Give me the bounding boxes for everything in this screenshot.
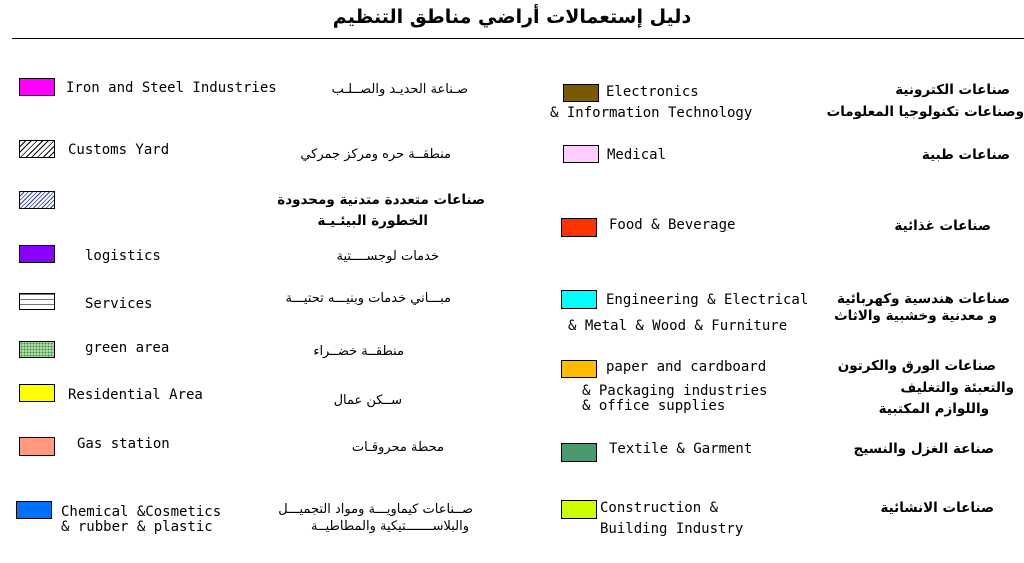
label-medical-en: Medical	[607, 147, 667, 163]
swatch-chemical	[16, 501, 52, 519]
label-iron-steel-en: Iron and Steel Industries	[66, 80, 277, 96]
label-multi-industry-ar-1: صناعات متعددة متدنية ومحدودة	[277, 192, 485, 208]
swatch-engineering	[561, 290, 597, 309]
label-food-beverage-en: Food & Beverage	[609, 217, 736, 233]
label-electronics-ar-2: وصناعات تكنولوجيا المعلومات	[826, 104, 1024, 120]
label-residential-ar: ســكن عمال	[333, 393, 402, 408]
legend-title: دليل إستعمالات أراضي مناطق التنظيم	[332, 6, 692, 28]
label-residential-en: Residential Area	[68, 387, 203, 403]
label-multi-industry-ar-2: الخطورة البيئـيـة	[317, 213, 428, 229]
label-customs-yard-en: Customs Yard	[68, 142, 170, 158]
label-electronics-en-1: Electronics	[606, 84, 699, 100]
swatch-logistics	[19, 245, 55, 263]
label-green-area-en: green area	[85, 340, 170, 356]
label-paper-ar-2: والتعبئة والتغليف	[900, 380, 1014, 396]
label-customs-yard-ar: منطقــة حره ومركز جمركي	[300, 147, 451, 162]
label-chemical-en-1: Chemical &Cosmetics	[61, 504, 222, 520]
swatch-iron-steel	[19, 78, 55, 96]
label-textile-ar: صناعة الغزل والنسيج	[853, 441, 994, 457]
swatch-electronics	[563, 84, 599, 102]
label-gas-station-ar: محطة محروقـات	[351, 440, 444, 455]
swatch-medical	[563, 145, 599, 163]
label-paper-en-2: & Packaging industries	[582, 383, 768, 399]
label-green-area-ar: منطقــة خضــراء	[313, 344, 404, 359]
label-textile-en: Textile & Garment	[609, 441, 753, 457]
label-engineering-en-2: & Metal & Wood & Furniture	[568, 318, 788, 334]
label-chemical-en-2: & rubber & plastic	[61, 519, 213, 535]
label-construction-en-1: Construction &	[600, 500, 719, 516]
swatch-paper	[561, 360, 597, 378]
label-logistics-en: logistics	[85, 248, 161, 264]
swatch-textile	[561, 443, 597, 462]
swatch-multi-industry	[19, 191, 55, 209]
label-iron-steel-ar: صـناعة الحديـد والصــلـب	[331, 82, 468, 97]
label-paper-en-3: & office supplies	[582, 398, 726, 414]
swatch-gas-station	[19, 437, 55, 456]
label-construction-en-2: Building Industry	[600, 521, 744, 537]
label-construction-ar: صناعات الانشائية	[880, 500, 994, 516]
swatch-construction	[561, 500, 597, 519]
label-services-ar: مبـــاني خدمات وبنيـــه تحتيـــة	[285, 291, 451, 306]
label-electronics-en-2: & Information Technology	[550, 105, 753, 121]
label-paper-ar-1: صناعات الورق والكرتون	[837, 358, 996, 374]
label-logistics-ar: خدمات لوجســــتية	[336, 249, 439, 264]
label-medical-ar: صناعات طبية	[921, 147, 1010, 163]
title-divider	[12, 38, 1024, 39]
label-paper-en-1: paper and cardboard	[606, 359, 767, 375]
label-electronics-ar-1: صناعات الكترونية	[895, 82, 1010, 98]
swatch-food-beverage	[561, 218, 597, 237]
label-services-en: Services	[85, 296, 153, 312]
swatch-residential	[19, 384, 55, 402]
label-engineering-ar-2: و معدنية وخشبية والاثاث	[834, 308, 997, 324]
swatch-customs-yard	[19, 140, 55, 158]
label-chemical-ar-1: صــناعات كيماويـــة ومواد التجميـــل	[278, 502, 473, 517]
label-gas-station-en: Gas station	[77, 436, 170, 452]
label-engineering-ar-1: صناعات هندسية وكهربائية	[837, 291, 1010, 307]
label-chemical-ar-2: والبلاســـــــتيكية والمطاطيــة	[311, 519, 469, 534]
swatch-services	[19, 293, 55, 310]
label-engineering-en-1: Engineering & Electrical	[606, 292, 809, 308]
swatch-green-area	[19, 341, 55, 358]
label-paper-ar-3: واللوازم المكتبية	[878, 401, 989, 417]
label-food-beverage-ar: صناعات غذائية	[894, 218, 991, 234]
